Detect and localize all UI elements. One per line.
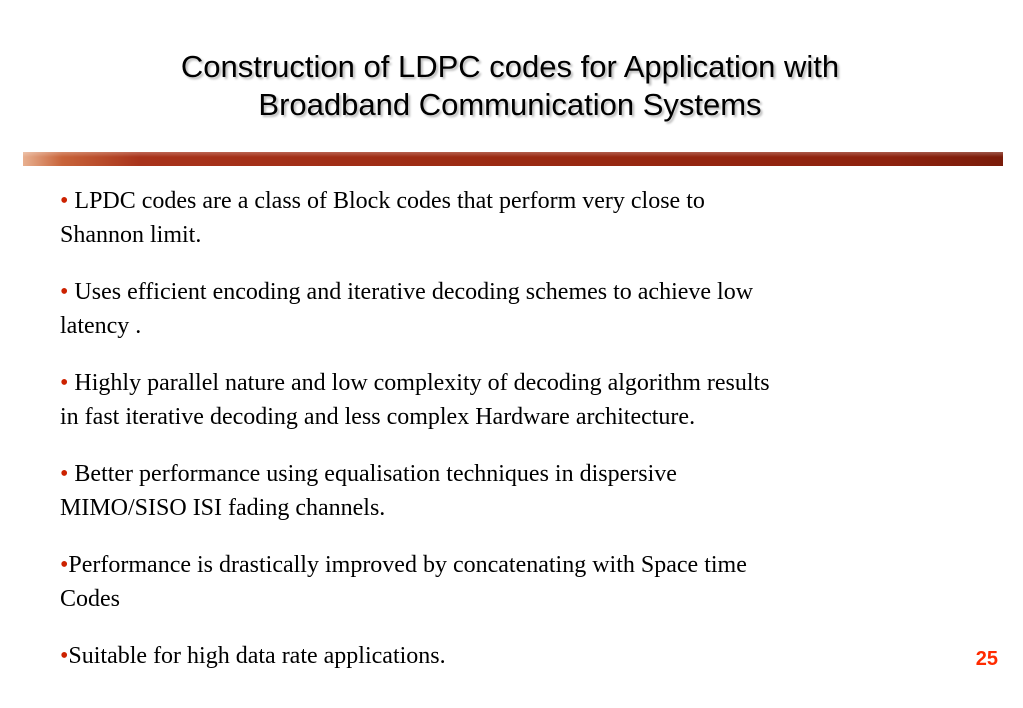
bullet-text-line: Highly parallel nature and low complexity of decoding algorithm results bbox=[68, 370, 770, 396]
title-divider-bar bbox=[23, 152, 1003, 166]
bullet-list bbox=[60, 184, 980, 696]
bullet-text-line: Better performance using equalisation techniques in dispersive bbox=[68, 461, 677, 487]
bullet-marker: • bbox=[60, 370, 69, 396]
bullet-text-line: in fast iterative decoding and less complex Hardware architecture. bbox=[60, 404, 696, 430]
bullet-marker: • bbox=[60, 461, 69, 487]
bullet-text-line: latency . bbox=[60, 313, 142, 339]
bullet-text-line: Uses efficient encoding and iterative decoding schemes to achieve low bbox=[68, 279, 754, 305]
bullet-marker: • bbox=[60, 279, 69, 305]
bullet-marker: • bbox=[60, 643, 69, 669]
bullet-text-line: Shannon limit. bbox=[60, 222, 202, 248]
bullet-item-1 bbox=[60, 184, 980, 252]
bullet-marker: • bbox=[60, 552, 69, 578]
title-line-2: Broadband Communication Systems bbox=[258, 87, 762, 122]
bullet-text-line: LPDC codes are a class of Block codes that perform very close to bbox=[68, 188, 705, 214]
bullet-text-line: Suitable for high data rate applications. bbox=[68, 643, 446, 669]
bullet-text-line: Performance is drastically improved by concatenating with Space time bbox=[68, 552, 747, 578]
bullet-text-line: MIMO/SISO ISI fading channels. bbox=[60, 495, 386, 521]
bullet-item-6 bbox=[60, 639, 980, 673]
bullet-marker: • bbox=[60, 188, 69, 214]
bullet-item-2 bbox=[60, 275, 980, 343]
slide-page-number: 25 bbox=[975, 648, 998, 670]
slide-title bbox=[60, 48, 960, 124]
title-line-1: Construction of LDPC codes for Application with bbox=[180, 49, 840, 84]
bullet-item-4 bbox=[60, 457, 980, 525]
bullet-item-3 bbox=[60, 366, 980, 434]
bullet-text-line: Codes bbox=[60, 586, 120, 612]
bullet-item-5 bbox=[60, 548, 980, 616]
